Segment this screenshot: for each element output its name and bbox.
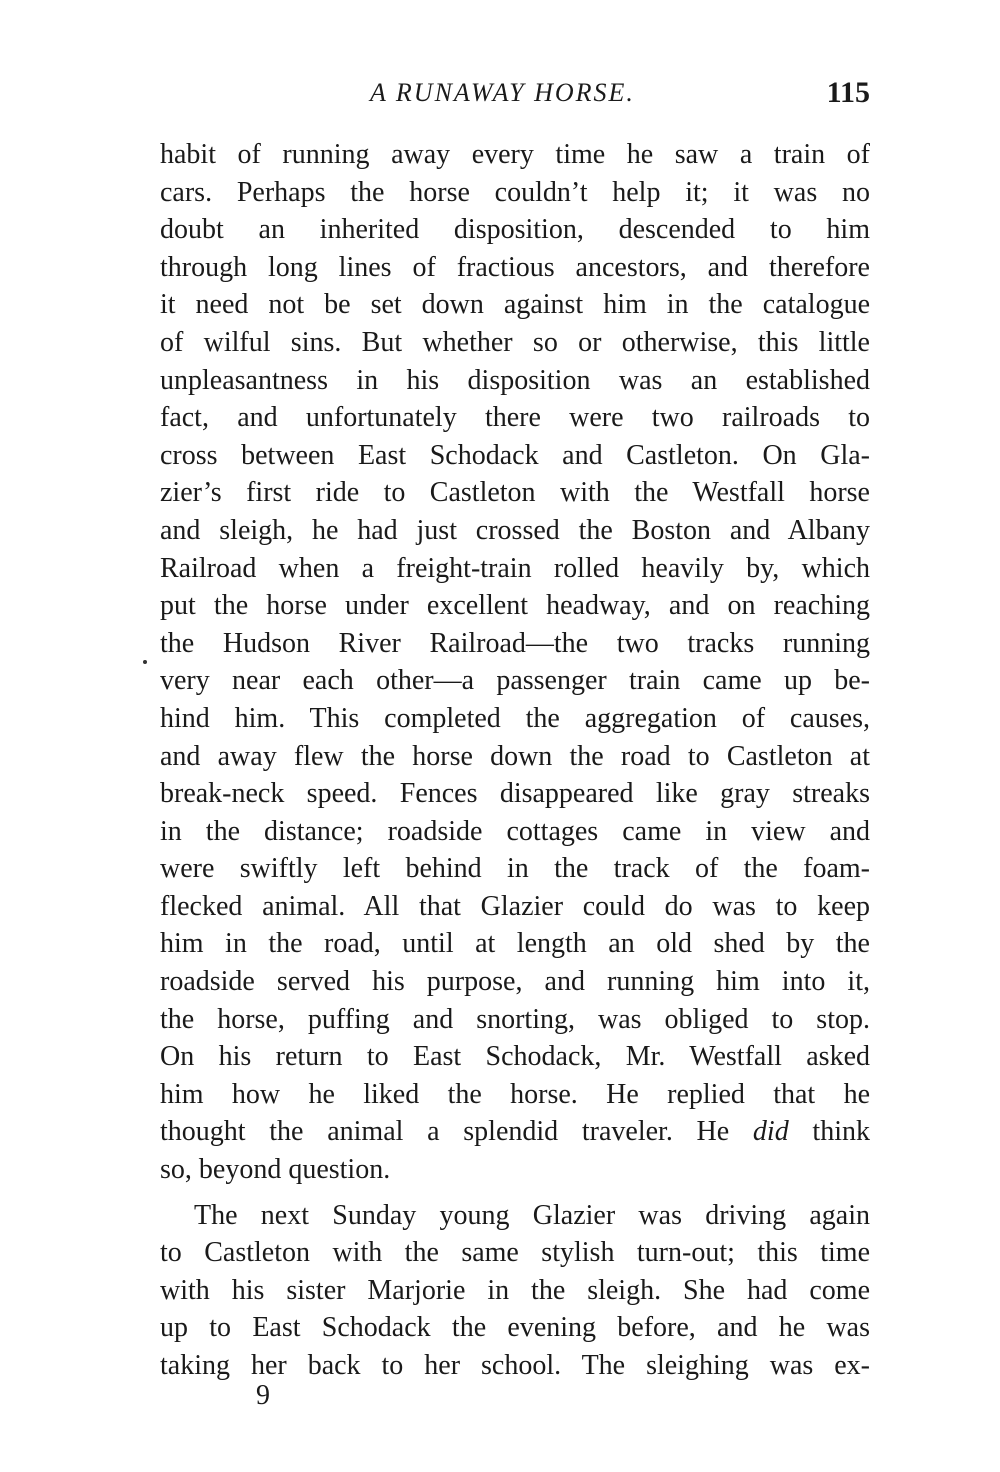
text-line: habit of running away every time he saw a train of — [160, 139, 870, 170]
text-line: through long lines of fractious ancestors, and therefore — [160, 251, 870, 283]
text-line: cross between East Schodack and Castleton. On Gla- — [160, 439, 870, 471]
text-line: very near each other—a passenger train came up be- — [160, 665, 870, 697]
text-line: to Castleton with the same stylish turn-out; this time — [160, 1237, 870, 1269]
text-line: taking her back to her school. The sleighing was ex- — [160, 1350, 870, 1381]
text-line: were swiftly left behind in the track of the foam- — [160, 853, 870, 885]
text-line: of wilful sins. But whether so or otherwise, this little — [160, 326, 870, 358]
running-header — [160, 72, 872, 112]
text-line-last: so, beyond question. — [160, 1154, 391, 1186]
text-line: in the distance; roadside cottages came in view and — [160, 815, 870, 847]
running-title: A RUNAWAY HORSE. — [370, 78, 635, 107]
paragraph — [160, 136, 870, 1189]
text-line: and sleigh, he had just crossed the Boston and Albany — [160, 514, 870, 546]
text-line: with his sister Marjorie in the sleigh. She had come — [160, 1274, 870, 1306]
text-line: unpleasantness in his disposition was an established — [160, 364, 870, 396]
page-number: 115 — [826, 76, 870, 109]
text-line: and away flew the horse down the road to Castleton at — [160, 740, 870, 772]
text-line: put the horse under excellent headway, and on reaching — [160, 590, 870, 622]
text-segment: thought the animal a splendid traveler. He — [160, 1116, 753, 1148]
paragraph — [160, 1197, 870, 1385]
text-line: flecked animal. All that Glazier could do was to keep — [160, 890, 870, 922]
signature-mark: 9 — [256, 1380, 270, 1411]
text-line: fact, and unfortunately there were two railroads to — [160, 402, 870, 434]
emphasized-word: did — [752, 1116, 789, 1148]
text-line: the Hudson River Railroad—the two tracks running — [160, 627, 870, 659]
text-segment: think — [788, 1116, 870, 1148]
text-line: up to East Schodack the evening before, and he was — [160, 1312, 870, 1344]
text-line: Railroad when a freight-train rolled heavily by, which — [160, 552, 870, 584]
text-line: it need not be set down against him in the catalogue — [160, 289, 870, 321]
text-line: him how he liked the horse. He replied that he — [160, 1078, 870, 1110]
body-text — [160, 136, 870, 1385]
text-line: cars. Perhaps the horse couldn’t help it; it was no — [160, 176, 870, 208]
text-line: him in the road, until at length an old shed by the — [160, 928, 870, 960]
text-line: The next Sunday young Glazier was driving again — [194, 1199, 870, 1231]
print-speck — [143, 660, 147, 664]
text-line: zier’s first ride to Castleton with the Westfall horse — [160, 477, 870, 509]
text-line: roadside served his purpose, and running him into it, — [160, 966, 870, 998]
paragraph-gap — [160, 1189, 870, 1197]
text-line: break-neck speed. Fences disappeared like gray streaks — [160, 778, 870, 810]
text-line: the horse, puffing and snorting, was obliged to stop. — [160, 1003, 870, 1035]
text-line: doubt an inherited disposition, descended to him — [160, 214, 870, 246]
text-line: On his return to East Schodack, Mr. Westfall asked — [160, 1041, 870, 1073]
text-line-with-emphasis — [160, 1113, 870, 1151]
text-line: hind him. This completed the aggregation of causes, — [160, 702, 870, 734]
